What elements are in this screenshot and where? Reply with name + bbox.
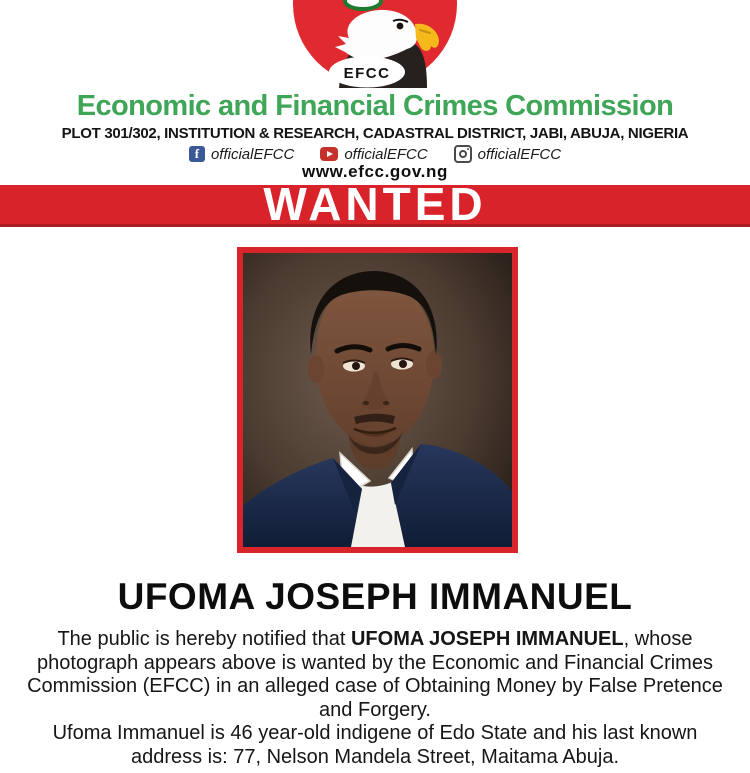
facebook-icon: f	[189, 146, 205, 162]
eagle-logo-icon	[287, 0, 467, 90]
youtube-icon	[320, 147, 338, 161]
notice-p1-name: UFOMA JOSEPH IMMANUEL	[350, 628, 624, 650]
website-url: www.efcc.gov.ng	[302, 162, 448, 181]
org-name: Economic and Financial Crimes Commission	[76, 90, 674, 122]
youtube-handle: officialEFCC	[344, 145, 428, 163]
notice-text	[22, 628, 728, 769]
suspect-name: UFOMA JOSEPH IMMANUEL	[117, 576, 633, 617]
suspect-photo	[237, 247, 518, 553]
social-facebook	[189, 146, 294, 163]
notice-p1-after: , whose photograph appears above is wanted by the Economic and Financial Crimes Commission (EFCC) in an alleged case of Obtaining Money by False Pretence and Forgery.	[27, 628, 723, 721]
notice-paragraph-1	[22, 628, 728, 722]
notice-p1-before: The public is hereby notified that	[57, 628, 351, 650]
org-address: PLOT 301/302, INSTITUTION & RESEARCH, CADASTRAL DISTRICT, JABI, ABUJA, NIGERIA	[61, 125, 689, 142]
social-youtube	[320, 146, 427, 163]
wanted-banner-label: WANTED	[263, 178, 487, 230]
social-instagram	[454, 145, 561, 163]
wanted-banner	[0, 178, 750, 230]
instagram-handle: officialEFCC	[477, 145, 562, 163]
facebook-handle: officialEFCC	[210, 145, 295, 163]
suspect-portrait-illustration	[243, 253, 512, 547]
social-row	[0, 144, 750, 164]
logo-efcc-label: EFCC	[343, 65, 391, 82]
notice-paragraph-2: Ufoma Immanuel is 46 year-old indigene of Edo State and his last known address is: 77, Nelson Mandela Street, Maitama Abuja.	[52, 722, 698, 768]
instagram-icon	[454, 145, 472, 163]
efcc-logo	[287, 0, 467, 90]
